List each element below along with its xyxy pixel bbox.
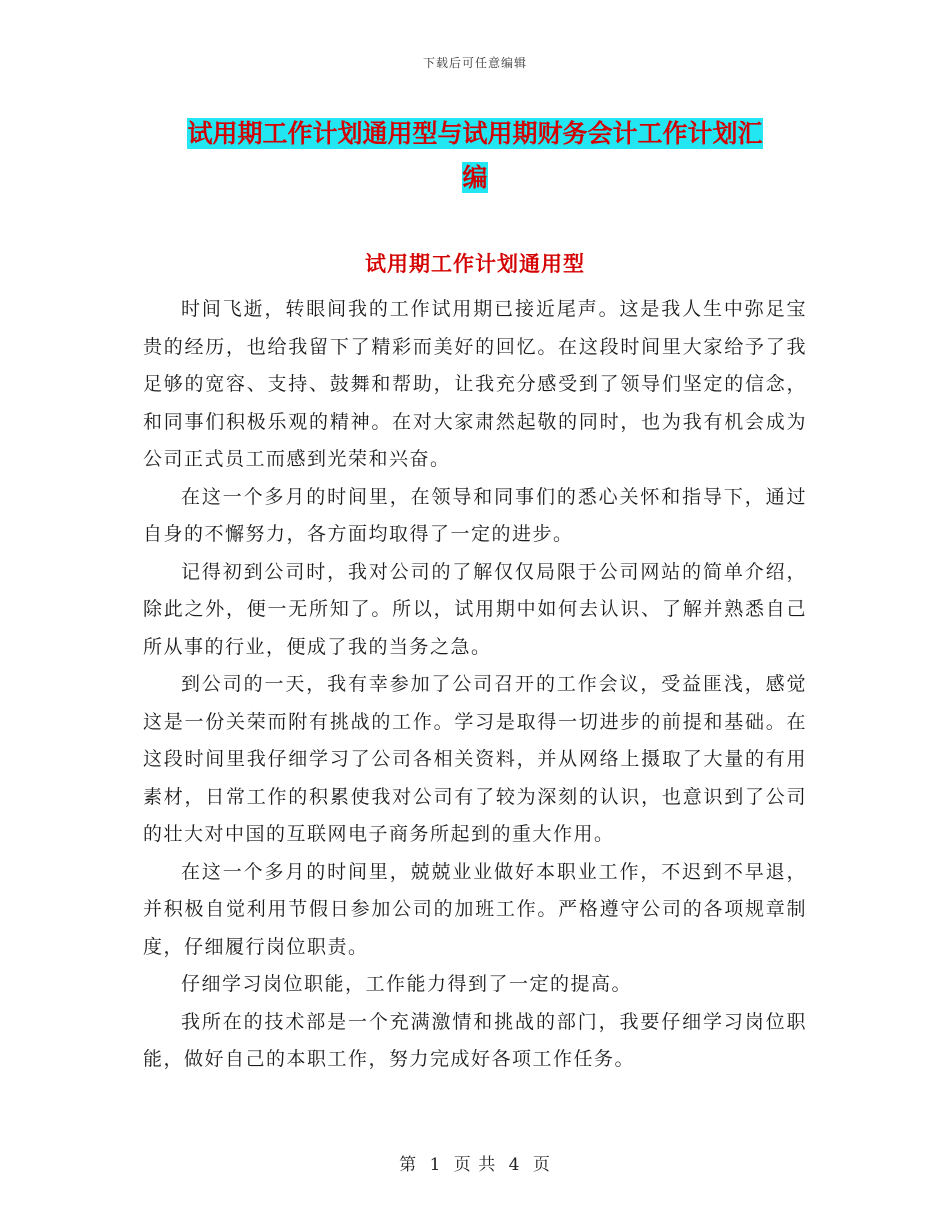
document-body bbox=[143, 291, 807, 1079]
page-number-current: 1 bbox=[429, 1155, 442, 1175]
footer-mid: 页 共 bbox=[453, 1155, 497, 1175]
paragraph-4: 到公司的一天，我有幸参加了公司召开的工作会议，受益匪浅，感觉这是一份关荣而附有挑战的工作。学习是取得一切进步的前提和基础。在这段时间里我仔细学习了公司各相关资料，并从网络上摄取了大量的有用素材，日常工作的积累使我对公司有了较为深刻的认识，也意识到了公司的壮大对中国的互联网电子商务所起到的重大作用。 bbox=[143, 673, 807, 845]
footer-suffix: 页 bbox=[532, 1155, 551, 1175]
page-number-total: 4 bbox=[508, 1155, 521, 1175]
paragraph-5: 在这一个多月的时间里，兢兢业业做好本职业工作，不迟到不早退，并积极自觉利用节假日参加公司的加班工作。严格遵守公司的各项规章制度，仔细履行岗位职责。 bbox=[143, 860, 807, 958]
header-note: 下载后可任意编辑 bbox=[422, 56, 527, 70]
document-title-line1: 试用期工作计划通用型与试用期财务会计工作计划汇 bbox=[187, 119, 763, 148]
page-footer bbox=[0, 1150, 950, 1175]
paragraph-3: 记得初到公司时，我对公司的了解仅仅局限于公司网站的简单介绍，除此之外，便一无所知了。所以，试用期中如何去认识、了解并熟悉自己所从事的行业，便成了我的当务之急。 bbox=[143, 560, 807, 658]
paragraph-1: 时间飞逝，转眼间我的工作试用期已接近尾声。这是我人生中弥足宝贵的经历，也给我留下了精彩而美好的回忆。在这段时间里大家给予了我足够的宽容、支持、鼓舞和帮助，让我充分感受到了领导们坚定的信念，和同事们积极乐观的精神。在对大家肃然起敬的同时，也为我有机会成为公司正式员工而感到光荣和兴奋。 bbox=[143, 298, 807, 470]
document-title bbox=[140, 112, 810, 200]
paragraph-6: 仔细学习岗位职能，工作能力得到了一定的提高。 bbox=[181, 973, 633, 995]
footer-prefix: 第 bbox=[399, 1155, 418, 1175]
paragraph-2: 在这一个多月的时间里，在领导和同事们的悉心关怀和指导下，通过自身的不懈努力，各方面均取得了一定的进步。 bbox=[143, 485, 807, 545]
section-title: 试用期工作计划通用型 bbox=[365, 251, 585, 276]
document-title-line2: 编 bbox=[462, 163, 488, 192]
paragraph-7: 我所在的技术部是一个充满激情和挑战的部门，我要仔细学习岗位职能，做好自己的本职工作，努力完成好各项工作任务。 bbox=[143, 1010, 807, 1070]
